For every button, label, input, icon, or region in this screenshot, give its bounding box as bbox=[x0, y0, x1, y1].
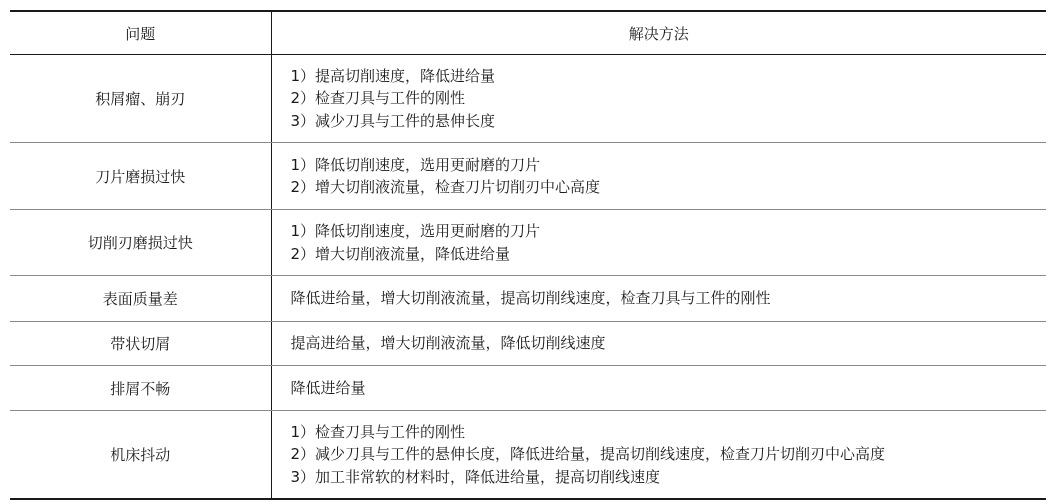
solution-line: 降低进给量 bbox=[290, 378, 366, 397]
solution-cell bbox=[271, 210, 1046, 276]
solution-line: 1）提高切削速度，降低进给量 bbox=[290, 66, 496, 85]
solution-cell bbox=[271, 366, 1046, 411]
troubleshooting-table bbox=[10, 10, 1046, 500]
solution-line: 2）增大切削液流量，检查刀片切削刃中心高度 bbox=[290, 178, 601, 196]
problem-cell: 刀片磨损过快 bbox=[10, 143, 271, 210]
solution-line: 1）检查刀具与工件的刚性 bbox=[290, 422, 466, 441]
problem-cell: 积屑瘤、崩刃 bbox=[10, 55, 271, 143]
table-body bbox=[10, 55, 1046, 500]
solution-cell bbox=[271, 322, 1046, 366]
problem-cell: 表面质量差 bbox=[10, 276, 271, 322]
table-row bbox=[10, 322, 1046, 366]
solution-cell bbox=[271, 55, 1046, 143]
problem-cell: 排屑不畅 bbox=[10, 366, 271, 411]
problem-cell: 机床抖动 bbox=[10, 411, 271, 500]
solution-cell bbox=[271, 143, 1046, 210]
solution-line: 2）检查刀具与工件的刚性 bbox=[290, 89, 466, 108]
solution-cell bbox=[271, 411, 1046, 500]
solution-line: 3）加工非常软的材料时，降低进给量，提高切削线速度 bbox=[290, 467, 661, 486]
table-row bbox=[10, 55, 1046, 143]
solution-line: 1）降低切削速度，选用更耐磨的刀片 bbox=[290, 155, 541, 174]
header-problem: 问题 bbox=[10, 11, 271, 55]
table-header bbox=[10, 11, 1046, 55]
problem-cell: 切削刃磨损过快 bbox=[10, 210, 271, 276]
table-row bbox=[10, 411, 1046, 500]
solution-line: 2）减少刀具与工件的悬伸长度，降低进给量，提高切削线速度，检查刀片切削刃中心高度 bbox=[290, 445, 886, 464]
solution-line: 降低进给量，增大切削液流量，提高切削线速度，检查刀具与工件的刚性 bbox=[290, 289, 771, 308]
solution-line: 2）增大切削液流量，降低进给量 bbox=[290, 244, 511, 263]
table-row bbox=[10, 143, 1046, 210]
solution-cell bbox=[271, 276, 1046, 322]
solution-line: 3）减少刀具与工件的悬伸长度 bbox=[290, 111, 496, 130]
header-row bbox=[10, 11, 1046, 55]
table-row bbox=[10, 366, 1046, 411]
header-solution: 解决方法 bbox=[271, 11, 1046, 55]
solution-line: 1）降低切削速度，选用更耐磨的刀片 bbox=[290, 222, 541, 240]
solution-line: 提高进给量，增大切削液流量，降低切削线速度 bbox=[290, 334, 606, 353]
problem-cell: 带状切屑 bbox=[10, 322, 271, 366]
table-row bbox=[10, 276, 1046, 322]
table-row bbox=[10, 210, 1046, 276]
